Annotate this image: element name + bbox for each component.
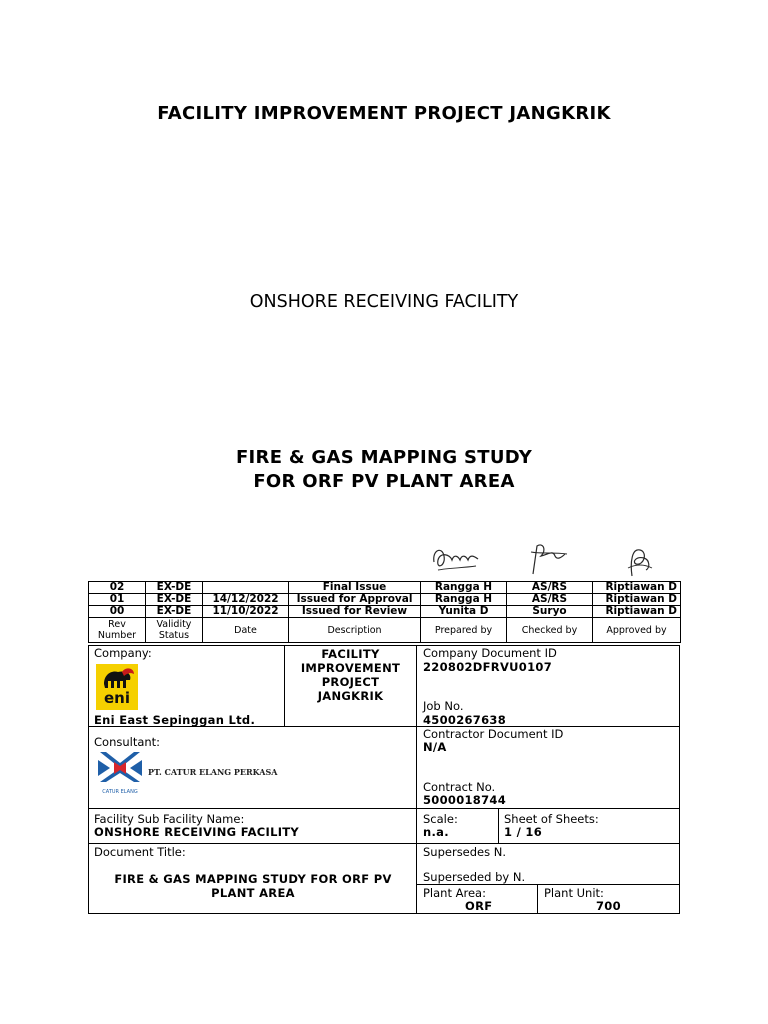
checked-by: AS/RS [507,582,593,594]
document-title-label: Document Title: [94,845,186,859]
table-row [89,606,681,618]
signature-checked [527,540,571,580]
header-prepared-by: Prepared by [421,618,507,643]
table-header-row [89,618,681,643]
document-title-value: FIRE & GAS MAPPING STUDY FOR ORF PV PLANT AREA [114,872,392,900]
plant-area-value: ORF [465,899,493,913]
catur-elang-caption: CATUR ELANG [102,789,138,795]
facility-title: ONSHORE RECEIVING FACILITY [249,292,519,312]
rev-number: 01 [89,594,146,606]
rev-date: 14/12/2022 [203,594,289,606]
header-rev-number: Rev Number [89,618,146,643]
rev-number: 00 [89,606,146,618]
sub-facility-label: Facility Sub Facility Name: [94,812,245,826]
company-project: FACILITY IMPROVEMENT PROJECT JANGKRIK [300,647,401,703]
sub-facility-name: ONSHORE RECEIVING FACILITY [94,825,300,839]
company-doc-id-label: Company Document ID [423,646,557,660]
table-row [89,582,681,594]
document-title-line-2: FOR ORF PV PLANT AREA [253,471,515,492]
approved-by: Riptiawan D [593,582,681,594]
company-label: Company: [94,646,152,660]
scale-value: n.a. [423,825,449,839]
prepared-by: Yunita D [421,606,507,618]
contractor-doc-label: Contractor Document ID [423,727,564,741]
job-no-label: Job No. [423,699,464,713]
plant-area-label: Plant Area: [423,886,486,900]
eni-logo-text: eni [104,689,130,707]
company-name: Eni East Sepinggan Ltd. [94,713,256,727]
signature-approved [622,542,656,580]
header-date: Date [203,618,289,643]
sheet-value: 1 / 16 [504,825,543,839]
checked-by: Suryo [507,606,593,618]
plant-unit-label: Plant Unit: [544,886,604,900]
revision-table [88,581,681,643]
signature-prepared [428,540,484,578]
sheet-label: Sheet of Sheets: [504,812,599,826]
validity-status: EX-DE [146,582,203,594]
header-checked-by: Checked by [507,618,593,643]
document-title [0,446,768,494]
catur-elang-name: PT. CATUR ELANG PERKASA [148,767,278,777]
job-no: 4500267638 [423,713,507,727]
table-row [89,594,681,606]
consultant-label: Consultant: [94,735,161,749]
eni-logo [96,664,138,710]
prepared-by: Rangga H [421,582,507,594]
contract-no-label: Contract No. [423,780,496,794]
company-doc-id: 220802DFRVU0107 [423,660,553,674]
rev-date [203,582,289,594]
validity-status: EX-DE [146,606,203,618]
header-description: Description [289,618,421,643]
rev-description: Issued for Review [289,606,421,618]
superseded-label: Superseded by N. [423,870,526,884]
catur-elang-logo-icon [96,750,144,788]
scale-label: Scale: [423,812,458,826]
validity-status: EX-DE [146,594,203,606]
checked-by: AS/RS [507,594,593,606]
rev-date: 11/10/2022 [203,606,289,618]
rev-description: Issued for Approval [289,594,421,606]
approved-by: Riptiawan D [593,606,681,618]
prepared-by: Rangga H [421,594,507,606]
contract-no: 5000018744 [423,793,507,807]
document-title-line-1: FIRE & GAS MAPPING STUDY [235,447,533,468]
project-title: FACILITY IMPROVEMENT PROJECT JANGKRIK [157,103,611,124]
header-validity-status: Validity Status [146,618,203,643]
contractor-doc: N/A [423,740,447,754]
supersedes-label: Supersedes N. [423,845,507,859]
rev-description: Final Issue [289,582,421,594]
plant-unit-value: 700 [596,899,621,913]
header-approved-by: Approved by [593,618,681,643]
rev-number: 02 [89,582,146,594]
approved-by: Riptiawan D [593,594,681,606]
